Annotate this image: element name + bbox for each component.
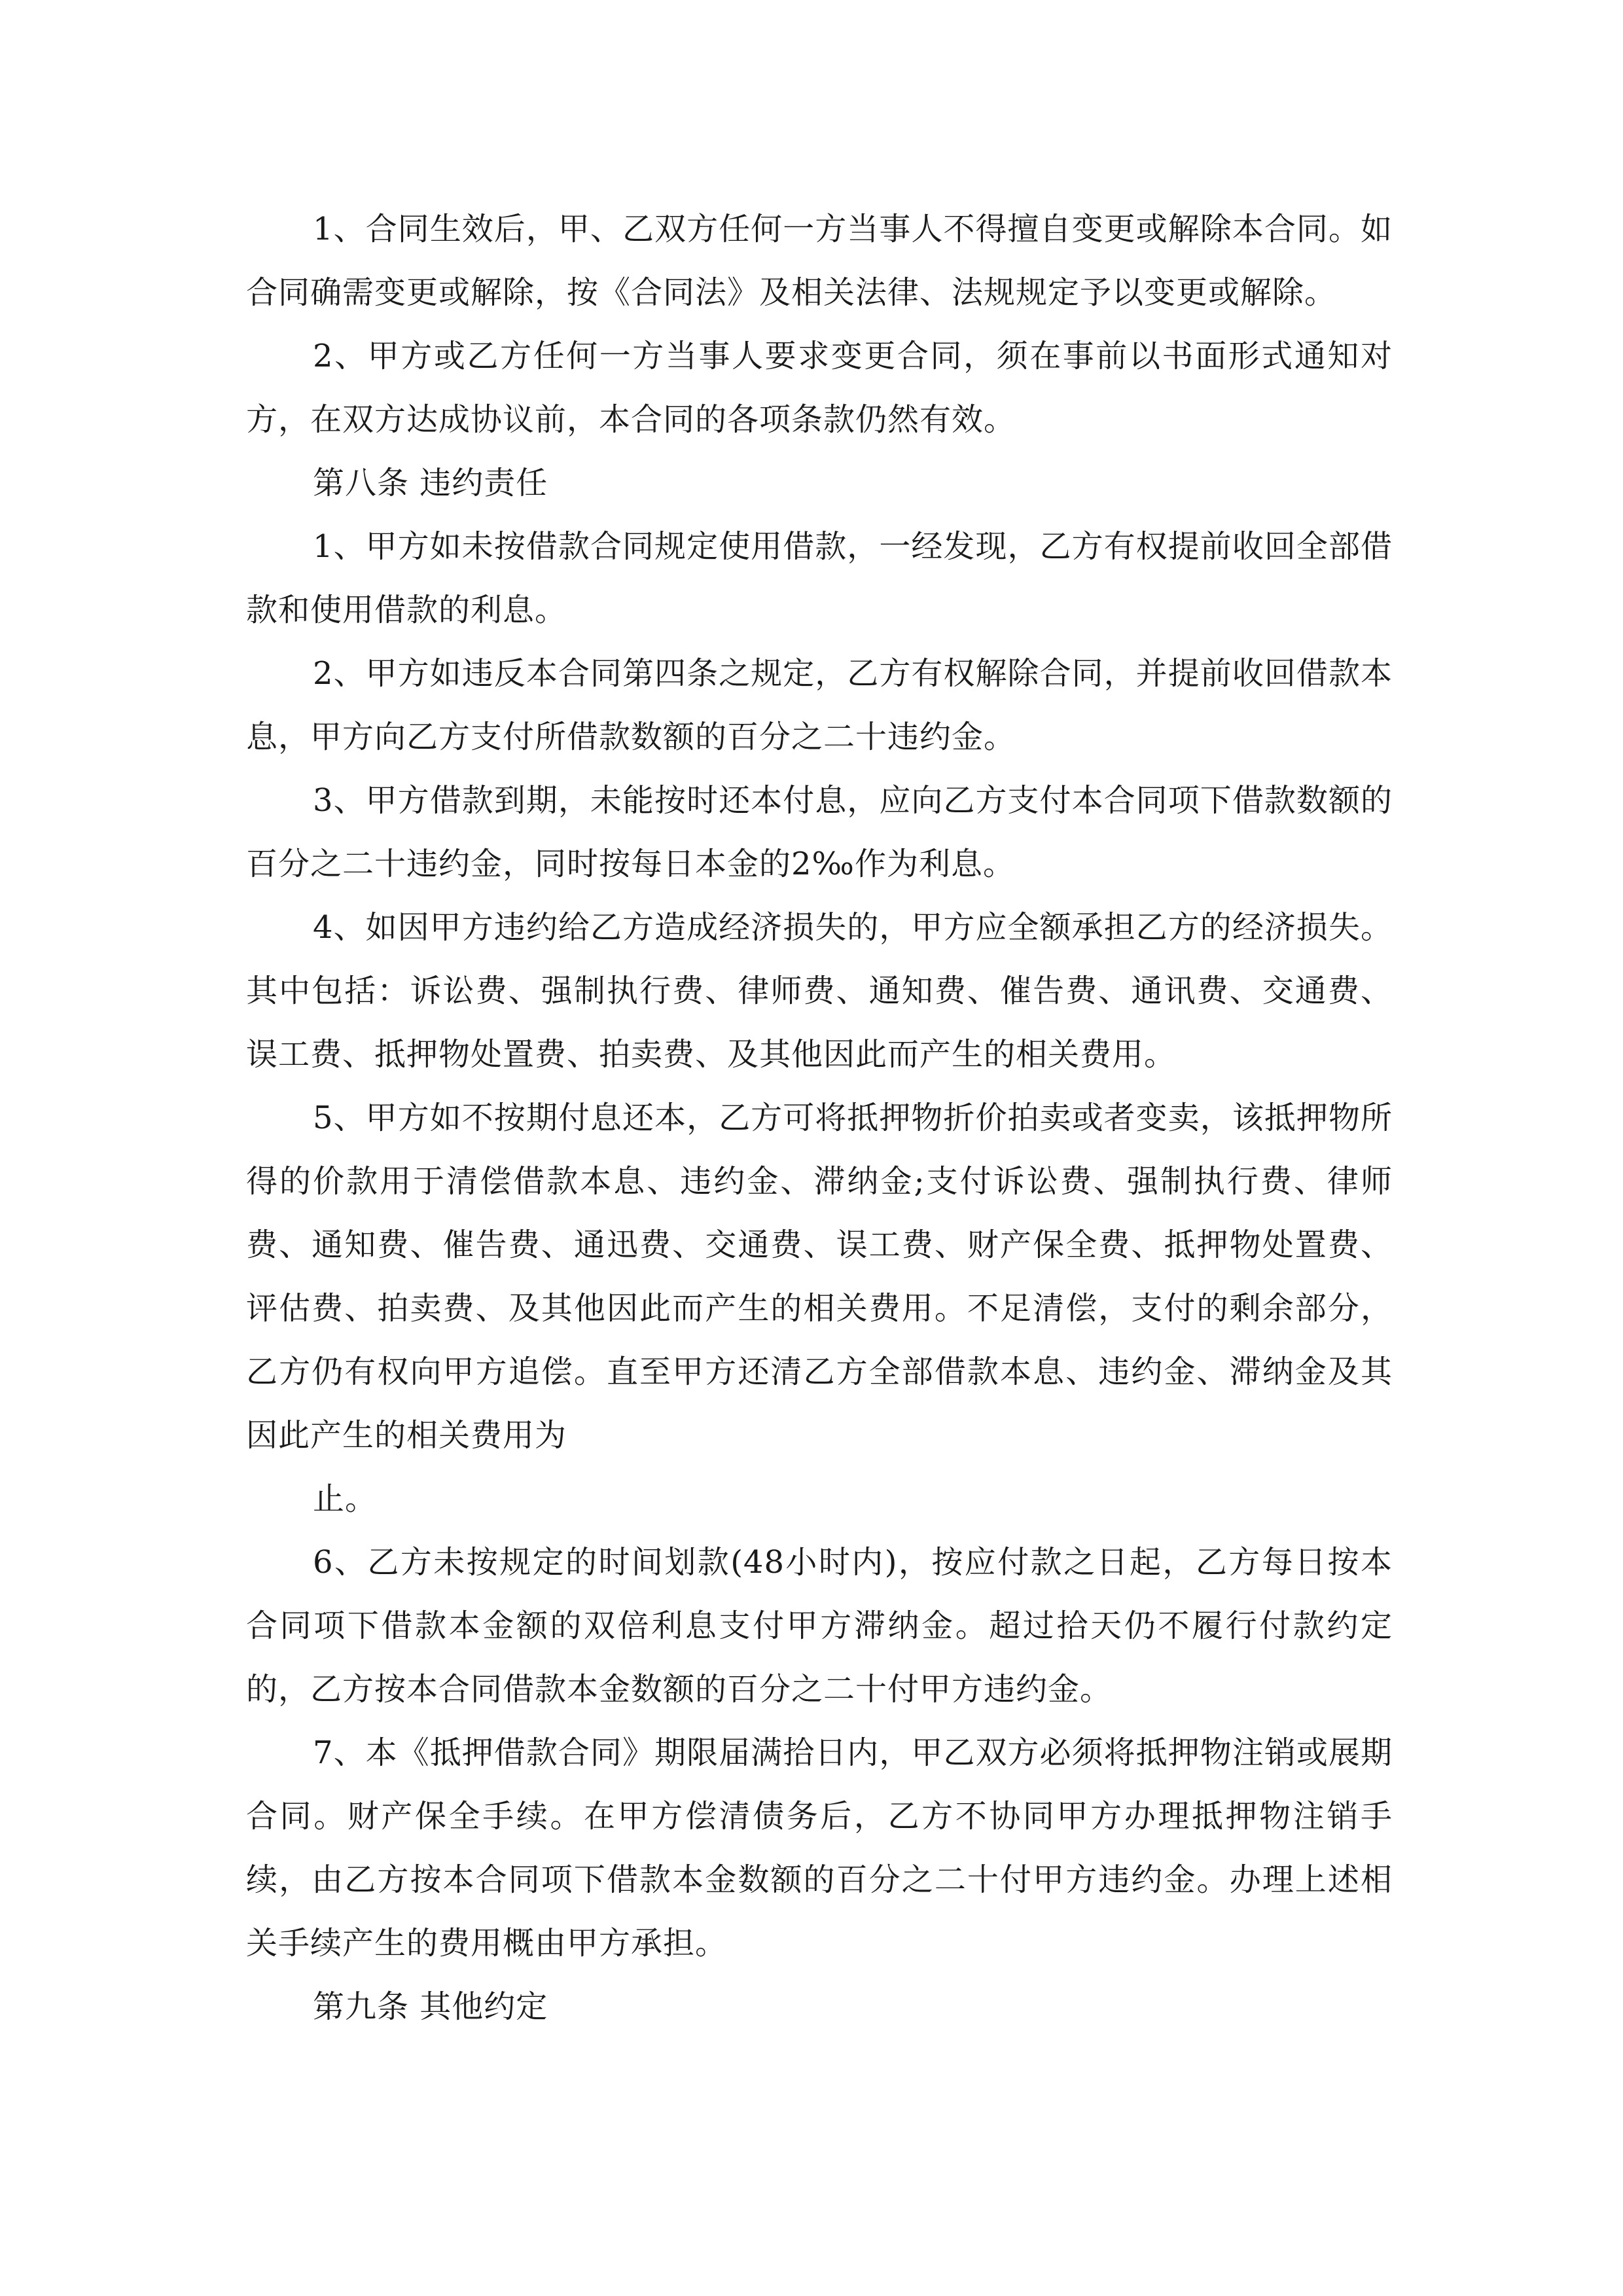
article-8-heading: 第八条 违约责任 [313,465,548,501]
clause-breach-5: 5、甲方如不按期付息还本，乙方可将抵押物折价拍卖或者变卖，该抵押物所得的价款用于清偿借款本息、违约金、滞纳金;支付诉讼费、强制执行费、律师费、通知费、催告费、通迅费、交通费、误工费、财产保全费、抵押物处置费、评估费、拍卖费、及其他因此而产生的相关费用。不足清偿，支付的剩余部分，乙方仍有权向甲方追偿。直至甲方还清乙方全部借款本息、违约金、滞纳金及其因此产生的相关费用为 [246,1100,1393,1454]
clause-change-1: 1、合同生效后，甲、乙双方任何一方当事人不得擅自变更或解除本合同。如合同确需变更或解除，按《合同法》及相关法律、法规规定予以变更或解除。 [246,211,1393,311]
clause-breach-1: 1、甲方如未按借款合同规定使用借款，一经发现，乙方有权提前收回全部借款和使用借款的利息。 [246,528,1393,628]
clause-breach-4: 4、如因甲方违约给乙方造成经济损失的，甲方应全额承担乙方的经济损失。其中包括：诉讼费、强制执行费、律师费、通知费、催告费、通讯费、交通费、误工费、抵押物处置费、拍卖费、及其他因此而产生的相关费用。 [246,909,1393,1073]
clause-breach-7: 7、本《抵押借款合同》期限届满拾日内，甲乙双方必须将抵押物注销或展期合同。财产保全手续。在甲方偿清债务后，乙方不协同甲方办理抵押物注销手续，由乙方按本合同项下借款本金数额的百分之二十付甲方违约金。办理上述相关手续产生的费用概由甲方承担。 [246,1734,1393,1962]
clause-breach-5-continuation: 止。 [313,1480,378,1517]
clause-change-2: 2、甲方或乙方任何一方当事人要求变更合同，须在事前以书面形式通知对方，在双方达成协议前，本合同的各项条款仍然有效。 [246,338,1393,438]
clause-breach-6: 6、乙方未按规定的时间划款(48小时内)，按应付款之日起，乙方每日按本合同项下借款本金额的双倍利息支付甲方滞纳金。超过拾天仍不履行付款约定的，乙方按本合同借款本金数额的百分之二十付甲方违约金。 [246,1544,1393,1708]
contract-body [246,198,1393,2039]
clause-breach-3: 3、甲方借款到期，未能按时还本付息，应向乙方支付本合同项下借款数额的百分之二十违约金，同时按每日本金的2‰作为利息。 [246,782,1393,882]
clause-breach-2: 2、甲方如违反本合同第四条之规定，乙方有权解除合同，并提前收回借款本息，甲方向乙方支付所借款数额的百分之二十违约金。 [246,655,1393,755]
article-9-heading: 第九条 其他约定 [313,1988,548,2025]
